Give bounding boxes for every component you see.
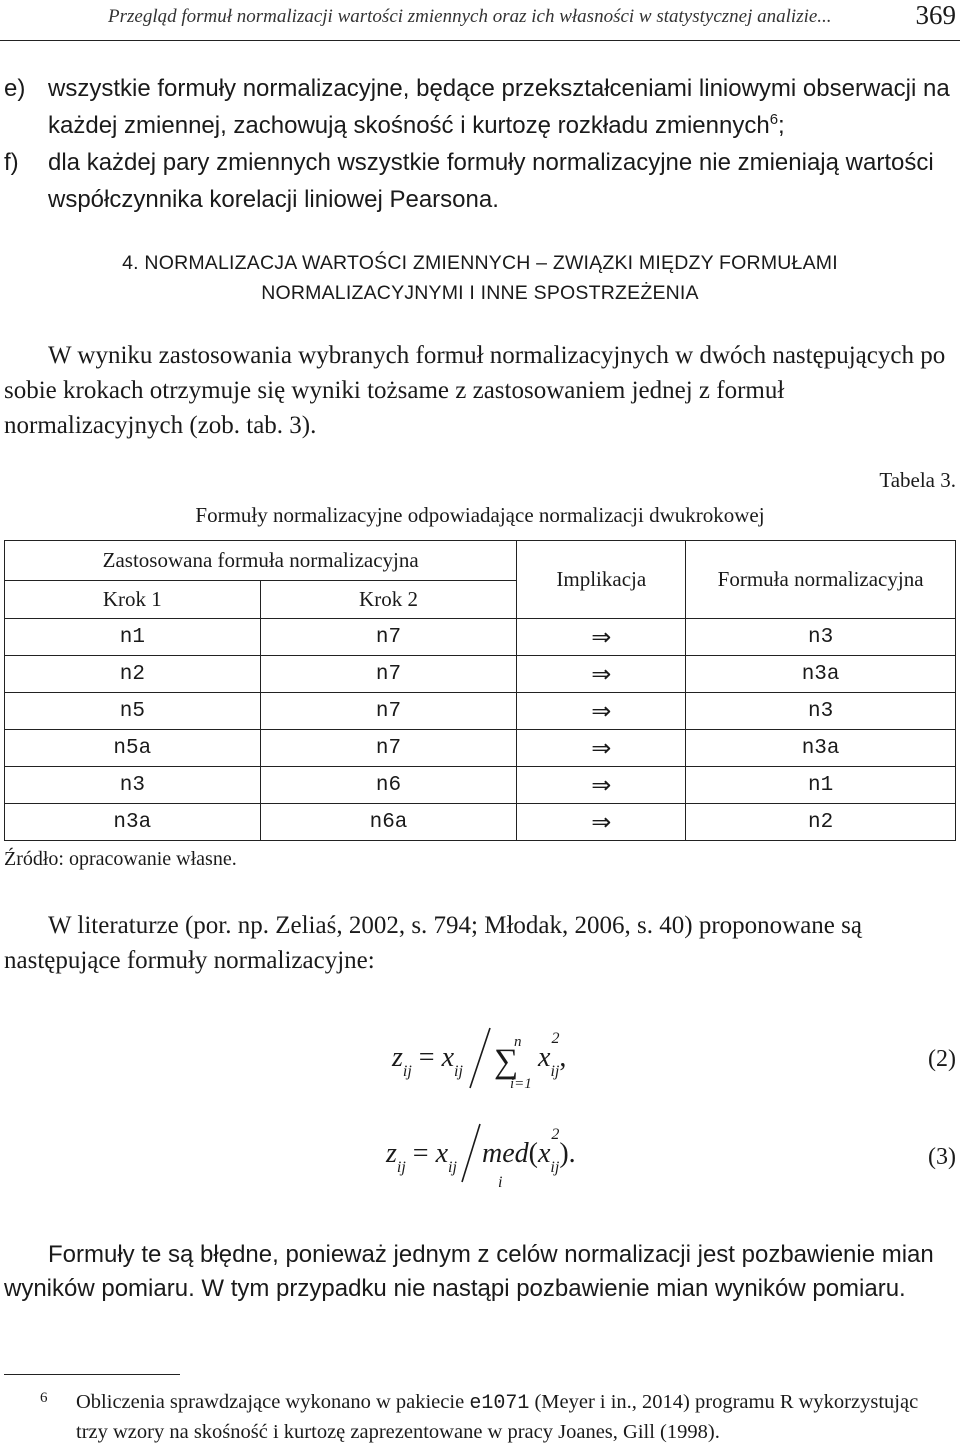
cell-step-2: n7	[260, 730, 517, 767]
header-group: Zastosowana formuła normalizacyjna	[5, 541, 517, 581]
footnote-code: e1071	[469, 1392, 530, 1415]
cell-result: n3a	[686, 730, 956, 767]
cell-result: n2	[686, 804, 956, 841]
table-row	[5, 619, 956, 656]
cell-step-1: n5a	[5, 730, 261, 767]
implies-arrow: ⇒	[517, 693, 686, 730]
equation-number: (3)	[928, 1144, 956, 1170]
sum-term	[538, 1030, 567, 1080]
term-subscript: ij	[550, 1063, 560, 1080]
cell-step-2: n6	[260, 767, 517, 804]
normalization-table	[4, 540, 956, 841]
table-row	[5, 693, 956, 730]
median-term: med(x 2 $_{ij}$).	[482, 1126, 576, 1176]
table-row	[5, 767, 956, 804]
list-item-text: dla każdej pary zmiennych wszystkie formuły normalizacyjne nie zmieniają wartości współczynnika korelacji liniowej Pearsona.	[48, 149, 934, 213]
equation-body: $z_{ij} = x_{ij}$	[392, 1042, 463, 1080]
implies-arrow: ⇒	[517, 804, 686, 841]
median-index: i	[498, 1174, 503, 1191]
list-item-label: e)	[4, 75, 26, 102]
implies-arrow: ⇒	[517, 619, 686, 656]
equation-tail: .	[568, 1138, 576, 1169]
running-title: Przegląd formuł normalizacji wartości zmiennych oraz ich własności w statystycznej analizie...	[108, 6, 832, 27]
list-item-text: wszystkie formuły normalizacyjne, będące przekształceniami liniowymi obserwacji na każdej zmiennej, zachowują skośność i kurtozę rozkładu zmiennych	[48, 75, 950, 139]
list-item-label: f)	[4, 149, 19, 176]
footnote-text	[4, 1388, 954, 1446]
paragraph: W wyniku zastosowania wybranych formuł normalizacyjnych w dwóch następujących po sobie krokach otrzymuje się wyniki tożsame z zastosowaniem jednej z formuł normalizacyjnych (zob. tab. 3).	[4, 342, 946, 439]
sum-upper-limit: n	[514, 1034, 522, 1050]
rhs-subscript: ij	[454, 1063, 463, 1080]
lhs-subscript: ij	[396, 1159, 406, 1176]
equation-body: $z_{ij} = x_{ij}$	[386, 1138, 457, 1176]
lhs-subscript: ij	[402, 1063, 412, 1080]
footnote-text-b: (Meyer i in., 2014) programu R wykorzystując trzy wzory na skośność i kurtozę zaprezentowane w pracy Joanes, Gill (1998).	[76, 1391, 919, 1443]
table-source: Źródło: opracowanie własne.	[4, 848, 237, 870]
implies-arrow: ⇒	[517, 656, 686, 693]
footnote	[4, 1388, 954, 1446]
footnote-rule	[4, 1374, 180, 1375]
header-implication: Implikacja	[517, 541, 686, 619]
page-number: 369	[915, 0, 956, 30]
cell-result: n3a	[686, 656, 956, 693]
rhs-subscript: ij	[448, 1159, 457, 1176]
cell-result: n3	[686, 619, 956, 656]
table-caption: Formuły normalizacyjne odpowiadające normalizacji dwukrokowej	[195, 503, 765, 527]
header-formula: Formuła normalizacyjna	[686, 541, 956, 619]
footnote-text-a: Obliczenia sprawdzające wykonano w pakiecie	[76, 1391, 465, 1413]
division-slash	[458, 1122, 484, 1184]
equation-2	[0, 1022, 960, 1092]
cell-step-1: n5	[5, 693, 261, 730]
list-item-tail: ;	[778, 112, 785, 139]
cell-result: n3	[686, 693, 956, 730]
cell-step-1: n2	[5, 656, 261, 693]
term-superscript: 2	[551, 1030, 560, 1047]
implies-arrow: ⇒	[517, 767, 686, 804]
list-item	[4, 144, 954, 218]
cell-step-1: n1	[5, 619, 261, 656]
paragraph: W literaturze (por. np. Zeliaś, 2002, s. 794; Młodak, 2006, s. 40) proponowane są następujące formuły normalizacyjne:	[4, 912, 862, 974]
cell-step-2: n6a	[260, 804, 517, 841]
sum-lower-limit: i=1	[510, 1076, 532, 1092]
division-slash	[466, 1026, 494, 1090]
section-heading-line-2: NORMALIZACYJNYMI I INNE SPOSTRZEŻENIA	[261, 282, 699, 304]
term-var: x	[537, 1138, 551, 1169]
paragraph: Formuły te są błędne, ponieważ jednym z celów normalizacji jest pozbawienie mian wyników pomiaru. W tym przypadku nie nastąpi pozbawienie mian wyników pomiaru.	[4, 1241, 934, 1302]
rhs-var: x	[441, 1042, 455, 1073]
term-subscript: ij	[550, 1159, 560, 1176]
table-row	[5, 656, 956, 693]
list-item	[4, 70, 954, 144]
section-heading-line-1: 4. NORMALIZACJA WARTOŚCI ZMIENNYCH – ZWIĄZKI MIĘDZY FORMUŁAMI	[122, 252, 838, 274]
equation-number: (2)	[928, 1046, 956, 1072]
term-superscript: 2	[551, 1126, 560, 1143]
cell-step-1: n3	[5, 767, 261, 804]
cell-step-2: n7	[260, 619, 517, 656]
equation-tail: ,	[559, 1042, 567, 1073]
cell-result: n1	[686, 767, 956, 804]
cell-step-2: n7	[260, 656, 517, 693]
table-row	[5, 730, 956, 767]
header-step-2: Krok 2	[260, 581, 517, 619]
median-operator: med	[482, 1138, 529, 1169]
sum-symbol: ∑	[494, 1043, 519, 1080]
footnote-mark: 6	[40, 1390, 48, 1406]
equation-3	[0, 1120, 960, 1190]
table-label: Tabela 3.	[879, 468, 956, 492]
header-step-1: Krok 1	[5, 581, 261, 619]
rhs-var: x	[435, 1138, 449, 1169]
footnote-ref[interactable]: 6	[769, 111, 779, 128]
page-header	[0, 0, 960, 41]
term-var: x	[538, 1042, 551, 1073]
cell-step-2: n7	[260, 693, 517, 730]
implies-arrow: ⇒	[517, 730, 686, 767]
table-row	[5, 804, 956, 841]
lhs-var: z	[386, 1138, 397, 1169]
property-list	[4, 70, 954, 218]
lhs-var: z	[392, 1042, 403, 1073]
cell-step-1: n3a	[5, 804, 261, 841]
